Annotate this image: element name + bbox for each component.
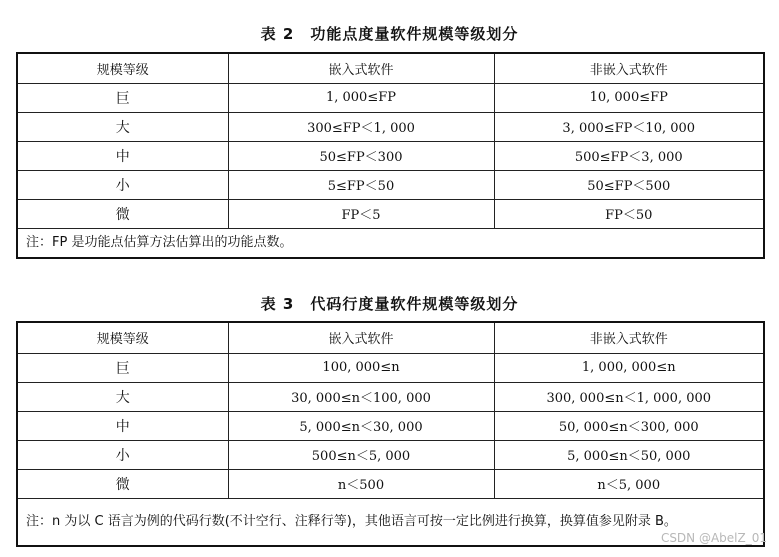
scale-level-cell: 中 <box>17 141 228 170</box>
table-row <box>17 199 764 228</box>
table-note-row <box>17 498 764 546</box>
embedded-range-cell: 500≤n＜5, 000 <box>228 440 494 469</box>
embedded-range-cell: n＜500 <box>228 469 494 498</box>
embedded-range-cell: 100, 000≤n <box>228 353 494 382</box>
table-row <box>17 112 764 141</box>
function-point-scale-table <box>16 52 765 259</box>
scale-level-cell: 微 <box>17 469 228 498</box>
non-embedded-range-cell: 300, 000≤n＜1, 000, 000 <box>494 382 764 411</box>
table-row <box>17 141 764 170</box>
table-2-caption: 表 2 功能点度量软件规模等级划分 <box>260 25 519 43</box>
column-header-embedded: 嵌入式软件 <box>228 53 494 83</box>
non-embedded-range-cell: 5, 000≤n＜50, 000 <box>494 440 764 469</box>
table-row <box>17 440 764 469</box>
non-embedded-range-cell: 10, 000≤FP <box>494 83 764 112</box>
table-3-caption: 表 3 代码行度量软件规模等级划分 <box>260 295 519 313</box>
embedded-range-cell: 300≤FP＜1, 000 <box>228 112 494 141</box>
column-header-level: 规模等级 <box>17 322 228 353</box>
embedded-range-cell: 50≤FP＜300 <box>228 141 494 170</box>
embedded-range-cell: 5≤FP＜50 <box>228 170 494 199</box>
table-header-row <box>17 53 764 83</box>
table-row <box>17 382 764 411</box>
non-embedded-range-cell: 3, 000≤FP＜10, 000 <box>494 112 764 141</box>
non-embedded-range-cell: 1, 000, 000≤n <box>494 353 764 382</box>
scale-level-cell: 大 <box>17 382 228 411</box>
table-note: 注：FP 是功能点估算方法估算出的功能点数。 <box>17 228 764 258</box>
non-embedded-range-cell: FP＜50 <box>494 199 764 228</box>
column-header-embedded: 嵌入式软件 <box>228 322 494 353</box>
non-embedded-range-cell: 500≤FP＜3, 000 <box>494 141 764 170</box>
non-embedded-range-cell: n＜5, 000 <box>494 469 764 498</box>
table-row <box>17 353 764 382</box>
embedded-range-cell: 30, 000≤n＜100, 000 <box>228 382 494 411</box>
embedded-range-cell: 5, 000≤n＜30, 000 <box>228 411 494 440</box>
scale-level-cell: 小 <box>17 170 228 199</box>
column-header-level: 规模等级 <box>17 53 228 83</box>
scale-level-cell: 大 <box>17 112 228 141</box>
table-row <box>17 170 764 199</box>
scale-level-cell: 小 <box>17 440 228 469</box>
table-row <box>17 83 764 112</box>
table-row <box>17 469 764 498</box>
table-header-row <box>17 322 764 353</box>
table-note-row <box>17 228 764 258</box>
lines-of-code-scale-table <box>16 321 765 547</box>
csdn-watermark: CSDN @AbelZ_01 <box>660 531 767 545</box>
scale-level-cell: 巨 <box>17 83 228 112</box>
column-header-non-embedded: 非嵌入式软件 <box>494 53 764 83</box>
scale-level-cell: 巨 <box>17 353 228 382</box>
embedded-range-cell: 1, 000≤FP <box>228 83 494 112</box>
table-note: 注：n 为以 C 语言为例的代码行数(不计空行、注释行等)，其他语言可按一定比例进行换算，换算值参见附录 B。 <box>17 498 764 546</box>
scale-level-cell: 微 <box>17 199 228 228</box>
table-row <box>17 411 764 440</box>
scale-level-cell: 中 <box>17 411 228 440</box>
non-embedded-range-cell: 50≤FP＜500 <box>494 170 764 199</box>
column-header-non-embedded: 非嵌入式软件 <box>494 322 764 353</box>
embedded-range-cell: FP＜5 <box>228 199 494 228</box>
non-embedded-range-cell: 50, 000≤n＜300, 000 <box>494 411 764 440</box>
